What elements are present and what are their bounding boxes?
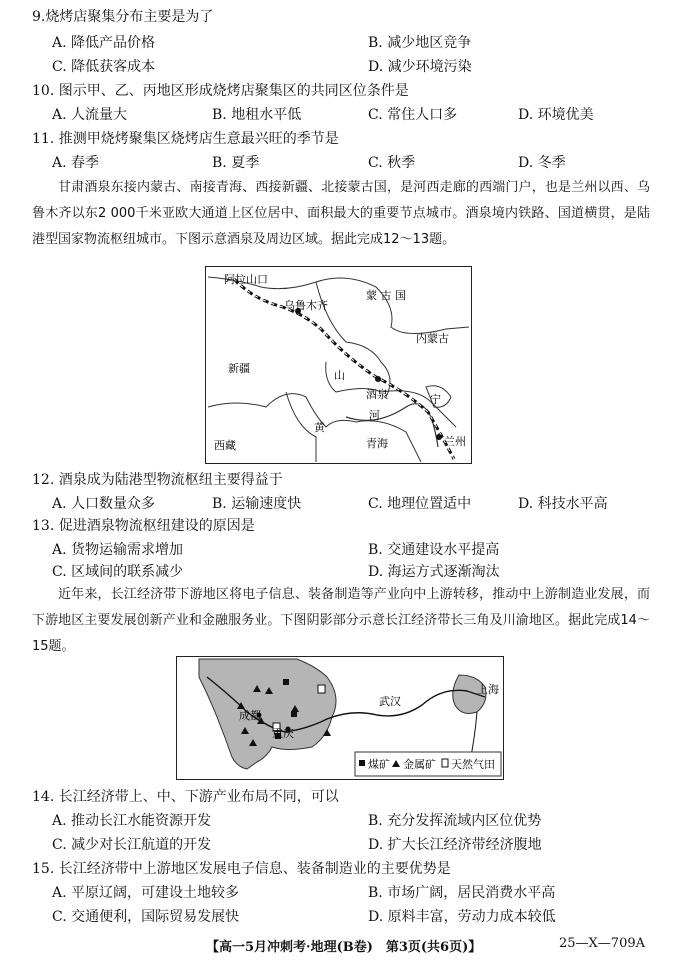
q9-option-b: B. 减少地区竞争 xyxy=(368,35,472,51)
q13-option-c: C. 区域间的联系减少 xyxy=(52,564,184,580)
q11-option-c: C. 秋季 xyxy=(368,155,416,171)
q9-option-c: C. 降低获客成本 xyxy=(52,59,156,75)
label-shanghai: 上海 xyxy=(477,683,499,696)
q14-option-a: A. 推动长江水能资源开发 xyxy=(52,813,212,829)
q12-option-c: C. 地理位置适中 xyxy=(368,496,472,512)
label-wuhan: 武汉 xyxy=(379,695,401,708)
label-huang: 黄 xyxy=(314,421,325,434)
q10-option-d: D. 环境优美 xyxy=(518,107,594,123)
label-mongolia: 蒙 古 国 xyxy=(366,289,406,302)
label-xinjiang: 新疆 xyxy=(228,362,250,375)
label-urumqi: 乌鲁木齐 xyxy=(284,299,328,312)
label-chengdu: 成都 xyxy=(239,709,261,722)
q15-option-a: A. 平原辽阔，可建设土地较多 xyxy=(52,885,240,901)
jiuquan-region-map xyxy=(205,266,472,464)
q12-option-a: A. 人口数量众多 xyxy=(52,496,156,512)
q9-option-a: A. 降低产品价格 xyxy=(52,35,156,51)
label-ning: 宁 xyxy=(430,393,441,406)
q15-option-b: B. 市场广阔，居民消费水平高 xyxy=(368,885,556,901)
q12-option-d: D. 科技水平高 xyxy=(518,496,608,512)
q13-option-a: A. 货物运输需求增加 xyxy=(52,542,184,558)
paper-code: 25—X—709A xyxy=(559,936,645,951)
q11-option-a: A. 春季 xyxy=(52,155,100,171)
q9-stem: 9.烧烤店聚集分布主要是为了 xyxy=(32,9,214,25)
q11-option-d: D. 冬季 xyxy=(518,155,566,171)
q13-option-b: B. 交通建设水平提高 xyxy=(368,542,500,558)
label-chongqing: 重庆 xyxy=(272,727,294,740)
label-tibet: 西藏 xyxy=(214,439,236,452)
q12-option-b: B. 运输速度快 xyxy=(212,496,302,512)
q12-stem: 12. 酒泉成为陆港型物流枢纽主要得益于 xyxy=(32,472,283,488)
q10-option-b: B. 地租水平低 xyxy=(212,107,302,123)
passage-yangtze: 近年来，长江经济带下游地区将电子信息、装备制造等产业向中上游转移，推动中上游制造业发展，而下游地区主要发展创新产业和金融服务业。下图阴影部分示意长江经济带长三角及川渝地区。据此完成14～15题。 xyxy=(32,587,650,654)
legend-metal: 金属矿 xyxy=(403,758,436,771)
q10-option-a: A. 人流量大 xyxy=(52,107,128,123)
q9-option-d: D. 减少环境污染 xyxy=(368,59,472,75)
page-footer: 【高一5月冲刺考·地理(B卷) 第3页(共6页)】 xyxy=(206,940,482,955)
passage-jiuquan: 甘肃酒泉东接内蒙古、南接青海、西接新疆、北接蒙古国，是河西走廊的西端门户，也是兰州以西、乌鲁木齐以东2 000千米亚欧大通道上区位居中、面积最大的重要节点城市。酒泉境内铁路、国道横贯，是陆港型国家物流枢纽城市。下图示意酒泉及周边区域。据此完成12～13题。 xyxy=(32,180,650,247)
q13-stem: 13. 促进酒泉物流枢纽建设的原因是 xyxy=(32,518,255,534)
q15-option-c: C. 交通便利，国际贸易发展快 xyxy=(52,909,240,925)
q14-option-d: D. 扩大长江经济带经济腹地 xyxy=(368,837,542,853)
q11-stem: 11. 推测甲烧烤聚集区烧烤店生意最兴旺的季节是 xyxy=(32,131,339,147)
label-jiuquan: 酒泉 xyxy=(366,388,388,401)
yangtze-economic-belt-map xyxy=(176,656,504,780)
lanzhou-dot xyxy=(436,434,442,440)
q14-stem: 14. 长江经济带上、中、下游产业布局不同，可以 xyxy=(32,789,339,805)
q10-option-c: C. 常住人口多 xyxy=(368,107,458,123)
q14-option-b: B. 充分发挥流域内区位优势 xyxy=(368,813,542,829)
q15-option-d: D. 原料丰富，劳动力成本较低 xyxy=(368,909,556,925)
label-inner-mongolia: 内蒙古 xyxy=(416,332,449,345)
label-alashankou: 阿拉山口 xyxy=(224,273,268,286)
label-lanzhou: 兰州 xyxy=(444,435,466,448)
q14-option-c: C. 减少对长江航道的开发 xyxy=(52,837,212,853)
legend-gas: 天然气田 xyxy=(451,758,495,771)
q11-option-b: B. 夏季 xyxy=(212,155,260,171)
label-qinghai: 青海 xyxy=(366,437,388,450)
jiuquan-dot xyxy=(375,376,381,382)
q10-stem: 10. 图示甲、乙、丙地区形成烧烤店聚集区的共同区位条件是 xyxy=(32,83,409,99)
q15-stem: 15. 长江经济带中上游地区发展电子信息、装备制造业的主要优势是 xyxy=(32,861,451,877)
label-shan: 山 xyxy=(334,369,345,382)
label-he: 河 xyxy=(369,409,380,422)
q13-option-d: D. 海运方式逐渐淘汰 xyxy=(368,564,500,580)
legend-coal: 煤矿 xyxy=(368,758,390,771)
